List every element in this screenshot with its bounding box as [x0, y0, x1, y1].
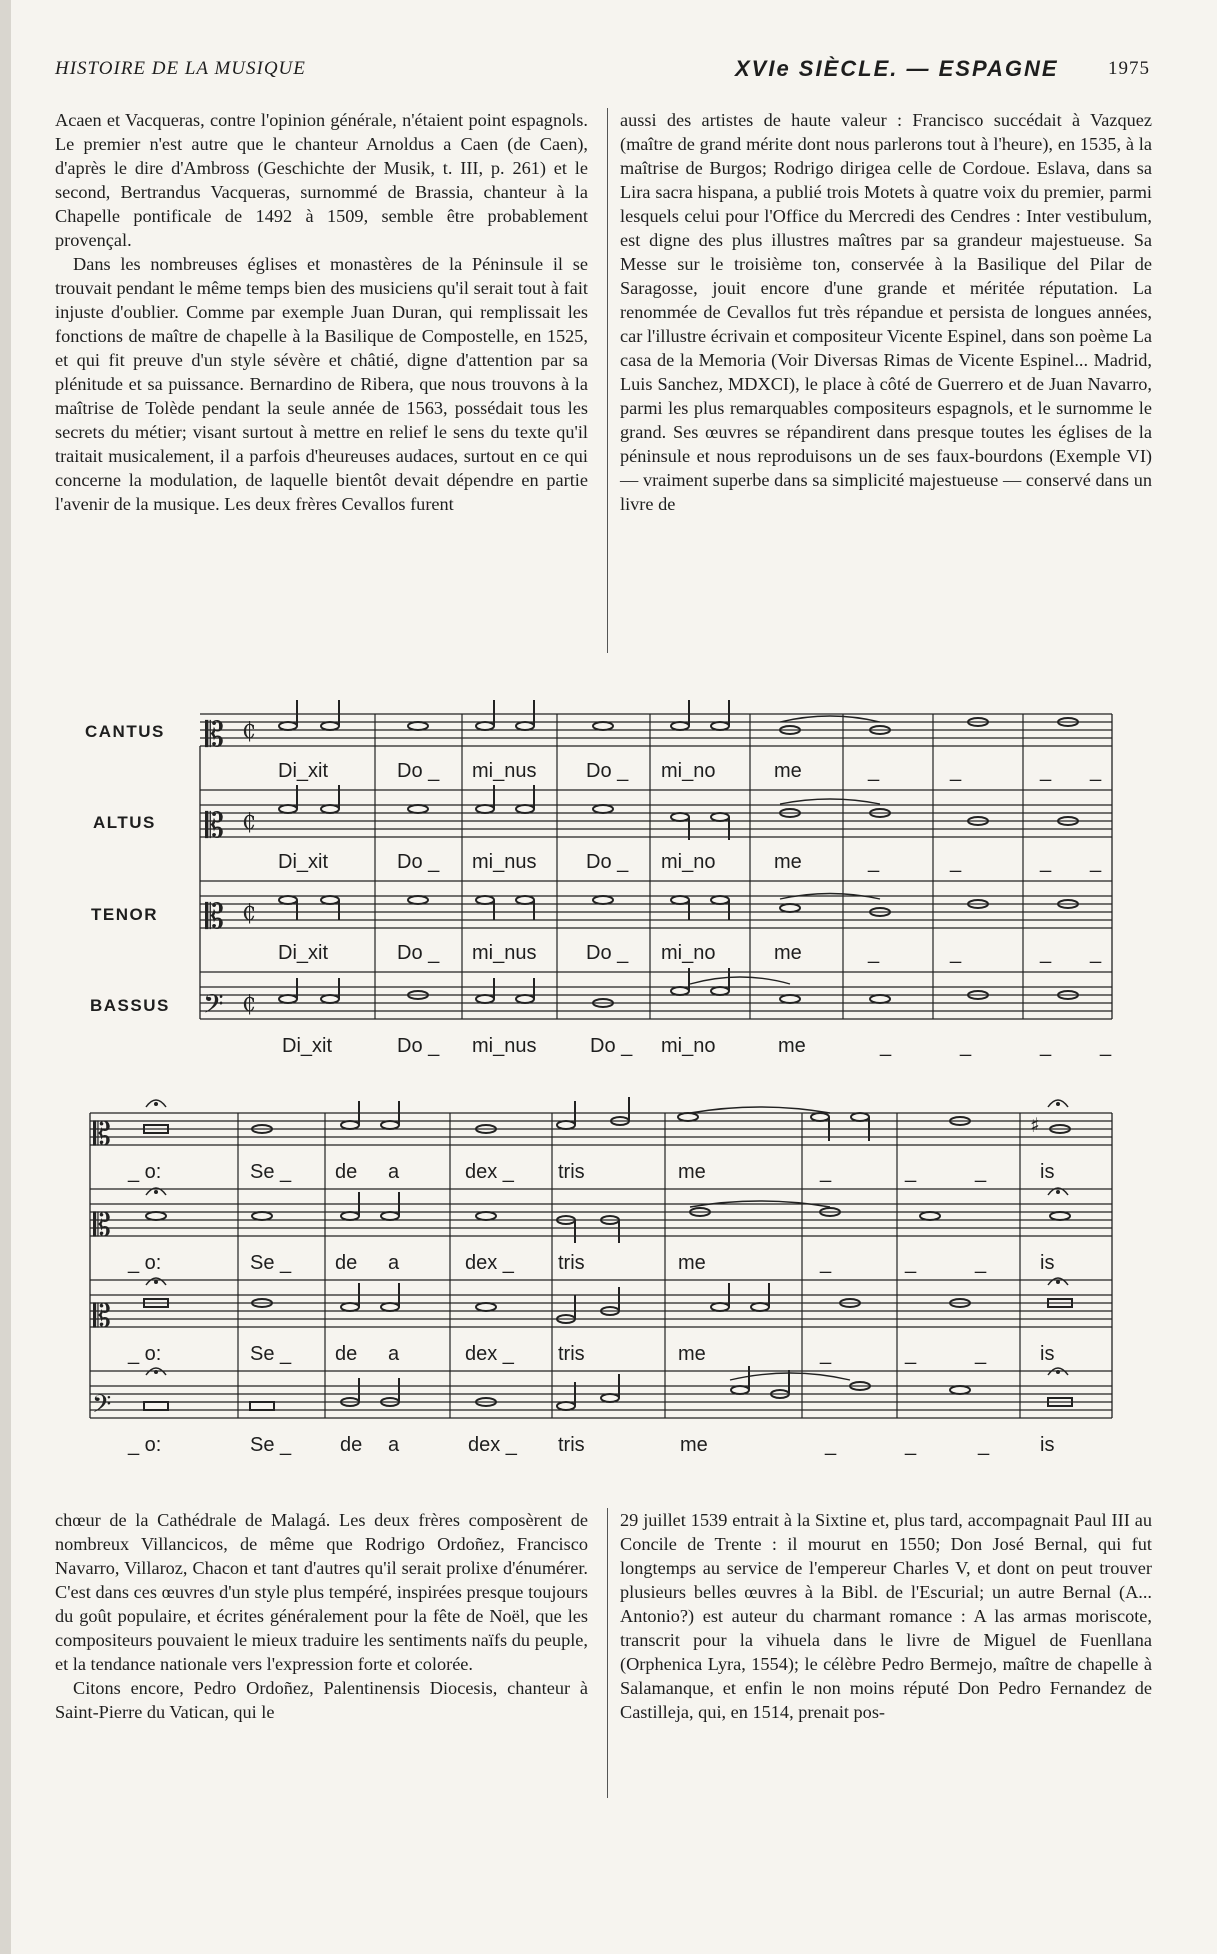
voice-label-tenor: TENOR: [91, 905, 158, 924]
header-section-title: XVIe SIÈCLE. — ESPAGNE: [735, 56, 1059, 81]
lyric-syllable: _: [905, 1252, 917, 1274]
paragraph: 29 juillet 1539 entrait à la Sixtine et, plus tard, accompagnait Paul III au Concile de Trente : il mourut en 1550; Don José Bernal, qui fut longtemps au service de l'empereur Charles V, et dont on peut trouver plusieurs belles œuvres à la Bibl. de l'Escurial; un autre Bernal (A... Antonio?) est auteur du charmant romance : A las armas moriscote, transcrit pour la vihuela dans le livre de Miguel de Fuenllana (Orphenica Lyra, 1554); le célèbre Pedro Bermejo, maître de chapelle à Salamanque, et enfin le non moins réputé Don Pedro Fernandez de Castilleja, qui, en 1514, prenait pos-: [620, 1510, 1152, 1722]
f-clef-icon: 𝄢: [203, 988, 224, 1026]
lyric-syllable: Di_xit: [278, 942, 329, 964]
lyric-syllable: _: [820, 1343, 832, 1365]
lyric-syllable: tris: [558, 1343, 585, 1365]
lyric-syllable: Do _: [397, 851, 440, 873]
page-number: 1975: [1108, 58, 1150, 79]
voice-label-cantus: CANTUS: [85, 722, 165, 741]
column-divider: [607, 1508, 608, 1798]
lyric-syllable: me: [678, 1161, 706, 1183]
lyric-syllable: mi_nus: [472, 851, 537, 873]
lyric-syllable: Se _: [250, 1252, 292, 1274]
lyric-syllable: mi_nus: [472, 942, 537, 964]
lyric-syllable: is: [1040, 1434, 1055, 1456]
lyric-syllable: Se _: [250, 1434, 292, 1456]
staff-bassus: [90, 1386, 1112, 1418]
lyric-syllable: Do _: [586, 760, 629, 782]
lyric-syllable: is: [1040, 1161, 1055, 1183]
lyric-syllable: a: [388, 1434, 400, 1456]
lyric-syllable: me: [778, 1035, 806, 1057]
lyric-syllable: Do _: [397, 1035, 440, 1057]
lyric-syllable: _: [1040, 760, 1052, 782]
c-clef-icon: 𝄡: [93, 1115, 111, 1153]
lyric-syllable: Di_xit: [278, 851, 329, 873]
fermata-dots: [154, 1102, 1060, 1374]
lyric-syllable: mi_no: [661, 1035, 716, 1057]
paragraph: Acaen et Vacqueras, contre l'opinion générale, n'étaient point espagnols. Le premier n'est autre que le chanteur Arnoldus a Caen (de Caen), d'après le dire d'Ambross (Geschichte der Musik, t. III, p. 261) et le second, Bertrandus Vacqueras, surnommé de Brassia, chanteur à la Chapelle pontificale de 1492 à 1509, semble être probablement provençal.: [55, 110, 588, 250]
lyric-syllable: dex _: [465, 1161, 514, 1183]
lyric-syllable: _: [825, 1434, 837, 1456]
lyric-syllable: mi_nus: [472, 760, 537, 782]
lyric-syllable: _: [1040, 851, 1052, 873]
lyric-syllable: tris: [558, 1161, 585, 1183]
lyric-syllable: is: [1040, 1343, 1055, 1365]
lyric-syllable: _: [975, 1161, 987, 1183]
lyric-syllable: me: [680, 1434, 708, 1456]
lyric-syllable: _: [1040, 942, 1052, 964]
lyric-syllable: _ o:: [128, 1434, 162, 1456]
cut-time-icon: ₵: [242, 901, 256, 926]
lyric-syllable: dex _: [465, 1252, 514, 1274]
lyric-syllable: _ o:: [128, 1343, 162, 1365]
lyric-syllable: de: [335, 1343, 358, 1365]
lyric-syllable: me: [774, 851, 802, 873]
lyric-syllable: is: [1040, 1252, 1055, 1274]
lyric-syllable: me: [678, 1252, 706, 1274]
top-right-column: [620, 108, 1152, 516]
fermata-icon: [146, 1100, 1068, 1375]
lyric-syllable: Di_xit: [282, 1035, 333, 1057]
lyric-syllable: mi_no: [661, 942, 716, 964]
voice-label-altus: ALTUS: [93, 813, 156, 832]
lyric-syllable: Do _: [586, 942, 629, 964]
lyric-syllable: _: [905, 1434, 917, 1456]
lyric-syllable: _: [950, 851, 962, 873]
lyric-syllable: mi_no: [661, 851, 716, 873]
c-clef-icon: 𝄡: [93, 1297, 111, 1335]
lyric-syllable: de: [335, 1161, 358, 1183]
lyric-syllable: de: [335, 1252, 358, 1274]
lyric-syllable: de: [340, 1434, 363, 1456]
lyric-syllable: _: [960, 1035, 972, 1057]
music-system-1: [0, 700, 1217, 1070]
lyric-syllable: dex _: [465, 1343, 514, 1365]
c-clef-icon: 𝄡: [205, 806, 224, 846]
lyric-syllable: _ o:: [128, 1161, 162, 1183]
f-clef-icon: 𝄢: [92, 1390, 112, 1425]
bottom-right-column: [620, 1508, 1152, 1724]
lyric-syllable: Do _: [397, 942, 440, 964]
running-header: [55, 56, 1150, 90]
lyric-syllable: a: [388, 1343, 400, 1365]
header-book-title: HISTOIRE DE LA MUSIQUE: [55, 58, 306, 79]
lyric-syllable: _: [868, 942, 880, 964]
lyric-syllable: _: [1040, 1035, 1052, 1057]
cut-time-icon: ₵: [242, 810, 256, 835]
lyric-syllable: _ o:: [128, 1252, 162, 1274]
column-divider: [607, 108, 608, 653]
cut-time-icon: ₵: [242, 719, 256, 744]
top-left-column: [55, 108, 588, 516]
paragraph: chœur de la Cathédrale de Malagá. Les deux frères composèrent de nombreux Villancicos, de même que Rodrigo Ordoñez, Francisco Navarro, Villaroz, Chacon et tant d'autres qu'il serait prolixe d'énumérer. C'est dans ces œuvres d'un style plus tempéré, inspirées presque toujours du goût populaire, et écrites généralement pour la fête de Noël, que les compositeurs pouvaient le mieux traduire les sentiments naïfs du peuple, et la tendance nationale vers l'expression forte et colorée.: [55, 1510, 588, 1674]
paragraph: aussi des artistes de haute valeur : Francisco succédait à Vazquez (maître de grand mérite dont nous parlerons tout à l'heure), en 1535, à la maîtrise de Burgos; Rodrigo dirigea celle de Cordoue. Eslava, dans sa Lira sacra hispana, a publié trois Motets à quatre voix du premier, parmi lesquels celui pour l'Office du Mercredi des Cendres : Inter vestibulum, est digne des plus illustres maîtres par sa grandeur majestueuse. Sa Messe sur le troisième ton, conservée à la Basilique del Pilar de Saragosse, jouit encore d'une grande et méritée réputation. La renommée de Cevallos fut très répandue et persista de longues années, car l'illustre écrivain et compositeur Vicente Espinel, dans son poème La casa de la Memoria (Voir Diversas Rimas de Vicente Espinel... Madrid, Luis Sanchez, MDXCI), le place à côté de Guerrero et de Juan Navarro, parmi les plus remarquables compositeurs espagnols, et le surnomme le grand. Ses œuvres se répandirent dans presque toutes les églises de la péninsule et nous reproduisons un de ses faux-bourdons (Exemple VI) — vraiment superbe dans sa simplicité majestueuse — conservé dans un livre de: [620, 110, 1152, 514]
lyric-syllable: _: [950, 942, 962, 964]
lyric-syllable: _: [950, 760, 962, 782]
lyric-syllable: _: [1090, 760, 1102, 782]
lyric-syllable: a: [388, 1252, 400, 1274]
sharp-icon: ♯: [1030, 1113, 1040, 1137]
lyric-syllable: _: [880, 1035, 892, 1057]
lyric-syllable: Di_xit: [278, 760, 329, 782]
staff-altus: [200, 805, 1112, 837]
music-system-2: [0, 1085, 1217, 1470]
lyric-syllable: Do _: [590, 1035, 633, 1057]
lyric-syllable: Se _: [250, 1343, 292, 1365]
lyric-syllable: a: [388, 1161, 400, 1183]
cut-time-icon: ₵: [242, 992, 256, 1017]
lyric-syllable: me: [774, 760, 802, 782]
lyric-syllable: mi_no: [661, 760, 716, 782]
lyric-syllable: _: [978, 1434, 990, 1456]
lyric-syllable: me: [774, 942, 802, 964]
bottom-left-column: [55, 1508, 588, 1724]
lyric-syllable: Do _: [586, 851, 629, 873]
voice-label-bassus: BASSUS: [90, 996, 170, 1015]
lyric-syllable: _: [1090, 942, 1102, 964]
lyric-syllable: _: [868, 851, 880, 873]
lyric-syllable: _: [820, 1252, 832, 1274]
paragraph: Citons encore, Pedro Ordoñez, Palentinensis Diocesis, chanteur à Saint-Pierre du Vatican, qui le: [55, 1678, 588, 1722]
lyric-syllable: dex _: [468, 1434, 517, 1456]
c-clef-icon: 𝄡: [205, 897, 224, 937]
lyric-syllable: _: [1090, 851, 1102, 873]
lyric-syllable: _: [820, 1161, 832, 1183]
c-clef-icon: 𝄡: [93, 1206, 111, 1244]
lyric-syllable: _: [905, 1343, 917, 1365]
c-clef-icon: 𝄡: [205, 715, 224, 755]
lyric-syllable: tris: [558, 1252, 585, 1274]
lyric-syllable: tris: [558, 1434, 585, 1456]
lyric-syllable: Do _: [397, 760, 440, 782]
lyric-syllable: me: [678, 1343, 706, 1365]
ties: [690, 1107, 850, 1380]
lyric-syllable: mi_nus: [472, 1035, 537, 1057]
paragraph: Dans les nombreuses églises et monastères de la Péninsule il se trouvait pendant le même temps bien des musiciens qu'il serait tout à fait injuste d'oublier. Comme par exemple Juan Duran, qui remplissait les fonctions de maître de chapelle à la Basilique de Compostelle, en 1525, et qui fit preuve d'un style sévère et châtié, digne d'attention par sa plénitude et sa puissance. Bernardino de Ribera, que nous trouvons à la maîtrise de Tolède pendant la seule année de 1563, possédait tous les secrets du métier; visant surtout à mettre en relief le sens du texte qu'il traitait musicalement, il a parfois d'heureuses audaces, surtout en ce qui concerne la modulation, de laquelle bientôt devait dépendre en partie l'avenir de la musique. Les deux frères Cevallos furent: [55, 254, 588, 514]
lyric-syllable: Se _: [250, 1161, 292, 1183]
lyric-syllable: _: [1100, 1035, 1112, 1057]
lyric-syllable: _: [868, 760, 880, 782]
lyric-syllable: _: [975, 1252, 987, 1274]
lyric-syllable: _: [975, 1343, 987, 1365]
lyric-syllable: _: [905, 1161, 917, 1183]
